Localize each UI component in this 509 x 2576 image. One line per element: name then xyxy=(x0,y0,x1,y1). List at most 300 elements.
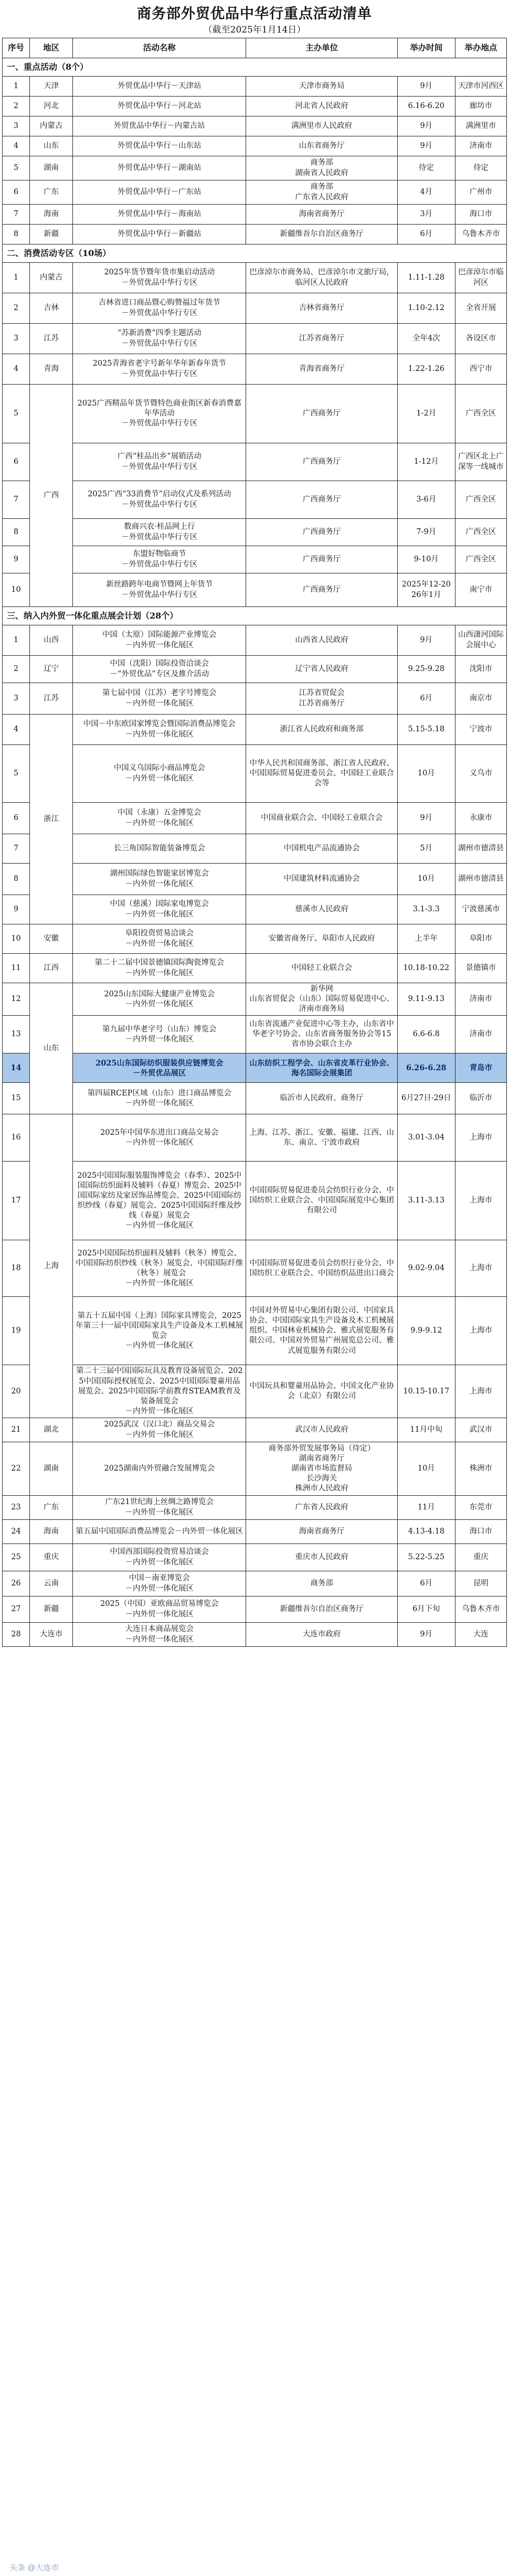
cell-time: 1-2月 xyxy=(397,385,455,443)
cell-no: 2 xyxy=(3,97,30,116)
cell-time: 9月 xyxy=(397,116,455,136)
cell-region: 吉林 xyxy=(30,293,73,324)
cell-time: 5月 xyxy=(397,834,455,864)
cell-name: 2025年中国华东进出口商品交易会 －内外贸一体化展区 xyxy=(73,1114,246,1162)
table-row xyxy=(3,116,507,136)
cell-place: 宁波慈溪市 xyxy=(455,895,506,924)
cell-name: 中国（永康）五金博览会 －内外贸一体化展区 xyxy=(73,803,246,834)
cell-host: 中国国际贸易促进委员会纺织行业分会、中国纺织工业联合会、中国纺织品进出口商会 xyxy=(246,1240,397,1297)
table-row xyxy=(3,1571,507,1596)
cell-region: 山东 xyxy=(30,136,73,156)
table-row xyxy=(3,924,507,954)
cell-name: 2025广西“33消费节”启动仪式及系列活动 －外贸优品中华行专区 xyxy=(73,481,246,519)
cell-time: 3月 xyxy=(397,205,455,225)
table-row xyxy=(3,1442,507,1496)
table-row xyxy=(3,263,507,293)
cell-place: 广州市 xyxy=(455,180,506,205)
cell-time: 9.9-9.12 xyxy=(397,1297,455,1365)
cell-place: 大连 xyxy=(455,1623,506,1647)
cell-region: 内蒙古 xyxy=(30,263,73,293)
cell-time: 6月 xyxy=(397,683,455,715)
cell-region: 湖南 xyxy=(30,1442,73,1496)
cell-no: 6 xyxy=(3,443,30,481)
cell-host: 大连市政府 xyxy=(246,1623,397,1647)
cell-place: 天津市河西区 xyxy=(455,77,506,97)
cell-host: 中国机电产品流通协会 xyxy=(246,834,397,864)
cell-host: 满洲里市人民政府 xyxy=(246,116,397,136)
table-header-row xyxy=(3,38,507,58)
table-row xyxy=(3,745,507,803)
cell-region: 海南 xyxy=(30,1520,73,1544)
cell-host: 商务部 湖南省人民政府 xyxy=(246,156,397,180)
cell-time: 9.25-9.28 xyxy=(397,656,455,683)
cell-place: 乌鲁木齐市 xyxy=(455,1596,506,1623)
cell-name: 第四届RCEP区域（山东）进口商品博览会 －内外贸一体化展区 xyxy=(73,1083,246,1114)
header-place: 举办地点 xyxy=(455,38,506,58)
cell-region: 云南 xyxy=(30,1571,73,1596)
cell-time: 全年4次 xyxy=(397,324,455,354)
cell-no: 17 xyxy=(3,1162,30,1240)
cell-time: 10.15-10.17 xyxy=(397,1365,455,1418)
cell-host: 海南省商务厅 xyxy=(246,205,397,225)
cell-host: 辽宁省人民政府 xyxy=(246,656,397,683)
cell-no: 4 xyxy=(3,715,30,745)
section-title: 三、纳入内外贸一体化重点展会计划（28个） xyxy=(3,607,507,625)
cell-no: 1 xyxy=(3,625,30,656)
cell-region: 湖北 xyxy=(30,1418,73,1442)
cell-host: 广西商务厅 xyxy=(246,481,397,519)
cell-place: 南京市 xyxy=(455,683,506,715)
cell-place: 广西全区 xyxy=(455,481,506,519)
table-row xyxy=(3,1297,507,1365)
table-row xyxy=(3,97,507,116)
table-row xyxy=(3,864,507,895)
cell-name: 第二十二届中国景德镇国际陶瓷博览会 －内外贸一体化展区 xyxy=(73,954,246,983)
cell-no: 11 xyxy=(3,954,30,983)
cell-region: 广西 xyxy=(30,385,73,607)
cell-region: 山西 xyxy=(30,625,73,656)
cell-host: 商务部 xyxy=(246,1571,397,1596)
cell-name: 外贸优品中华行－广东站 xyxy=(73,180,246,205)
cell-time: 6.26-6.28 xyxy=(397,1053,455,1083)
cell-place: 巴彦淖尔市临河区 xyxy=(455,263,506,293)
cell-no: 4 xyxy=(3,354,30,385)
cell-place: 青岛市 xyxy=(455,1053,506,1083)
cell-time: 1-12月 xyxy=(397,443,455,481)
cell-name: 第五届中国国际消费品博览会－内外贸一体化展区 xyxy=(73,1520,246,1544)
cell-name: 第五十五届中国（上海）国际家具博览会，2025年第三十一届中国国际家具生产设备及木工机械展览会 －内外贸一体化展区 xyxy=(73,1297,246,1365)
cell-place: 昆明 xyxy=(455,1571,506,1596)
header-region: 地区 xyxy=(30,38,73,58)
cell-place: 各设区市 xyxy=(455,324,506,354)
cell-time: 2025年12-2026年1月 xyxy=(397,573,455,607)
table-row xyxy=(3,1596,507,1623)
cell-no: 20 xyxy=(3,1365,30,1418)
table-row xyxy=(3,573,507,607)
table-row xyxy=(3,834,507,864)
cell-time: 10月 xyxy=(397,1442,455,1496)
cell-place: 广西全区 xyxy=(455,519,506,546)
cell-time: 4.13-4.18 xyxy=(397,1520,455,1544)
cell-no: 24 xyxy=(3,1520,30,1544)
cell-name: 大连日本商品展览会 －内外贸一体化展区 xyxy=(73,1623,246,1647)
cell-time: 9月 xyxy=(397,77,455,97)
cell-time: 10月 xyxy=(397,864,455,895)
table-row xyxy=(3,983,507,1016)
cell-time: 1.11-1.28 xyxy=(397,263,455,293)
cell-time: 9月 xyxy=(397,1623,455,1647)
cell-no: 10 xyxy=(3,924,30,954)
cell-name: 2025湖南内外贸融合发展博览会 xyxy=(73,1442,246,1496)
cell-time: 9月 xyxy=(397,803,455,834)
cell-place: 重庆 xyxy=(455,1544,506,1571)
header-activity-name: 活动名称 xyxy=(73,38,246,58)
cell-no: 5 xyxy=(3,745,30,803)
cell-host: 慈溪市人民政府 xyxy=(246,895,397,924)
cell-host: 吉林省商务厅 xyxy=(246,293,397,324)
table-row xyxy=(3,481,507,519)
cell-name: 2025中国国际纺织面料及辅料（秋冬）博览会、中国国际纺织纱线（秋冬）展览会、中国国际纤维（秋冬）展览会 －内外贸一体化展区 xyxy=(73,1240,246,1297)
cell-place: 廊坊市 xyxy=(455,97,506,116)
cell-name: 中国（太原）国际能源产业博览会 －内外贸一体化展区 xyxy=(73,625,246,656)
cell-name: 第二十三届中国国际玩具及教育设备展览会、2025中国国际授权展览会、2025中国国际婴童用品展览会、2025中国国际学前教育STEAM教育及装备展览会 －内外贸一体化展区 xyxy=(73,1365,246,1418)
document-title: 商务部外贸优品中华行重点活动清单 xyxy=(137,6,372,22)
cell-no: 22 xyxy=(3,1442,30,1496)
cell-time: 6.6-6.8 xyxy=(397,1016,455,1053)
cell-host: 新华网 山东省贸促会（山东）国际贸易促进中心、济南市商务局 xyxy=(246,983,397,1016)
cell-no: 23 xyxy=(3,1496,30,1520)
cell-time: 9-10月 xyxy=(397,546,455,573)
cell-place: 广西全区 xyxy=(455,546,506,573)
cell-time: 6月27日-29日 xyxy=(397,1083,455,1114)
cell-region: 海南 xyxy=(30,205,73,225)
header-no: 序号 xyxy=(3,38,30,58)
table-row xyxy=(3,656,507,683)
cell-name: 中国（沈阳）国际投资洽谈会 －“外贸优品”专区及推介活动 xyxy=(73,656,246,683)
cell-host: 江苏省贸促会 江苏省商务厅 xyxy=(246,683,397,715)
cell-host: 江苏省商务厅 xyxy=(246,324,397,354)
cell-name: 2025（中国）亚欧商品贸易博览会 －内外贸一体化展区 xyxy=(73,1596,246,1623)
table-row xyxy=(3,803,507,834)
table-row xyxy=(3,1016,507,1053)
table-row xyxy=(3,519,507,546)
table-row xyxy=(3,293,507,324)
cell-name: 2025青海省老字号新年华年新春年货节 －外贸优品中华行专区 xyxy=(73,354,246,385)
table-row xyxy=(3,443,507,481)
cell-no: 8 xyxy=(3,225,30,244)
cell-region: 山东 xyxy=(30,983,73,1114)
cell-name: 长三角国际智能装备博览会 xyxy=(73,834,246,864)
cell-no: 8 xyxy=(3,864,30,895)
cell-region: 安徽 xyxy=(30,924,73,954)
cell-host: 中国国际贸易促进委员会纺织行业分会、中国纺织工业联合会、中国国际展览中心集团有限公司 xyxy=(246,1162,397,1240)
cell-time: 5.15-5.18 xyxy=(397,715,455,745)
cell-time: 上半年 xyxy=(397,924,455,954)
cell-host: 广西商务厅 xyxy=(246,573,397,607)
cell-place: 宁波市 xyxy=(455,715,506,745)
cell-no: 2 xyxy=(3,656,30,683)
table-row xyxy=(3,895,507,924)
cell-no: 26 xyxy=(3,1571,30,1596)
cell-place: 湖州市德清县 xyxy=(455,864,506,895)
cell-region: 浙江 xyxy=(30,715,73,924)
table-row xyxy=(3,136,507,156)
activity-table xyxy=(2,38,507,1647)
cell-host: 上海、江苏、浙江、安徽、福建、江西、山东、南京、宁波市政府 xyxy=(246,1114,397,1162)
section-title: 二、消费活动专区（10场） xyxy=(3,244,507,263)
cell-name: 外贸优品中华行－湖南站 xyxy=(73,156,246,180)
cell-name: 中国西部国际投资贸易洽谈会 －内外贸一体化展区 xyxy=(73,1544,246,1571)
table-row xyxy=(3,954,507,983)
table-row xyxy=(3,1520,507,1544)
cell-time: 7-9月 xyxy=(397,519,455,546)
cell-no: 2 xyxy=(3,293,30,324)
cell-time: 11月中旬 xyxy=(397,1418,455,1442)
cell-no: 6 xyxy=(3,180,30,205)
cell-name: 2025武汉（汉口北）商品交易会 －内外贸一体化展区 xyxy=(73,1418,246,1442)
cell-name: 2025中国国际服装服饰博览会（春季）、2025中国国际纺织面料及辅料（春夏）博览会、2025中国国际家纺及家居饰品博览会、2025中国国际纺织纱线（春夏）展览会、2025中国国际纤维及纱线（春夏）展览会 －内外贸一体化展区 xyxy=(73,1162,246,1240)
cell-region: 上海 xyxy=(30,1114,73,1418)
table-row xyxy=(3,1083,507,1114)
cell-place: 乌鲁木齐市 xyxy=(455,225,506,244)
cell-host: 安徽省商务厅、阜阳市人民政府 xyxy=(246,924,397,954)
cell-place: 沈阳市 xyxy=(455,656,506,683)
cell-host: 重庆市人民政府 xyxy=(246,1544,397,1571)
table-row xyxy=(3,1240,507,1297)
cell-no: 9 xyxy=(3,546,30,573)
cell-place: 西宁市 xyxy=(455,354,506,385)
cell-place: 永康市 xyxy=(455,803,506,834)
cell-time: 6月 xyxy=(397,225,455,244)
cell-place: 待定 xyxy=(455,156,506,180)
cell-no: 4 xyxy=(3,136,30,156)
cell-region: 重庆 xyxy=(30,1544,73,1571)
table-row xyxy=(3,354,507,385)
cell-place: 上海市 xyxy=(455,1162,506,1240)
cell-place: 广西区北上广深等一线城市 xyxy=(455,443,506,481)
watermark: 头条 @大连市 xyxy=(9,2563,59,2572)
cell-name: 2025年货节暨年货市集启动活动 －外贸优品中华行专区 xyxy=(73,263,246,293)
cell-no: 25 xyxy=(3,1544,30,1571)
cell-name: 外贸优品中华行－海南站 xyxy=(73,205,246,225)
cell-place: 广西全区 xyxy=(455,385,506,443)
cell-time: 5.22-5.25 xyxy=(397,1544,455,1571)
cell-host: 广西商务厅 xyxy=(246,546,397,573)
cell-name: 2025山东国际大健康产业博览会 －内外贸一体化展区 xyxy=(73,983,246,1016)
cell-host: 中国商业联合会、中国轻工业联合会 xyxy=(246,803,397,834)
cell-no: 8 xyxy=(3,519,30,546)
cell-name: 外贸优品中华行－天津站 xyxy=(73,77,246,97)
cell-host: 商务部 广东省人民政府 xyxy=(246,180,397,205)
cell-time: 10.18-10.22 xyxy=(397,954,455,983)
cell-host: 新疆维吾尔自治区商务厅 xyxy=(246,1596,397,1623)
cell-place: 阜阳市 xyxy=(455,924,506,954)
cell-time: 3.1-3.3 xyxy=(397,895,455,924)
cell-name: 广西“桂品出乡”展销活动 －外贸优品中华行专区 xyxy=(73,443,246,481)
cell-no: 5 xyxy=(3,156,30,180)
cell-name: 第七届中国（江苏）老字号博览会 －内外贸一体化展区 xyxy=(73,683,246,715)
cell-place: 满洲里市 xyxy=(455,116,506,136)
cell-place: 上海市 xyxy=(455,1297,506,1365)
cell-place: 临沂市 xyxy=(455,1083,506,1114)
cell-name: 外贸优品中华行－新疆站 xyxy=(73,225,246,244)
cell-host: 中华人民共和国商务部、浙江省人民政府、中国国际贸易促进委员会、中国轻工业联合会等 xyxy=(246,745,397,803)
cell-host: 广西商务厅 xyxy=(246,519,397,546)
cell-no: 16 xyxy=(3,1114,30,1162)
cell-no: 27 xyxy=(3,1596,30,1623)
cell-host: 山西省人民政府 xyxy=(246,625,397,656)
cell-place: 湖州市德清县 xyxy=(455,834,506,864)
cell-no: 3 xyxy=(3,116,30,136)
cell-name: 2025广西精品年货节暨特色商业街区新春消费嘉年华活动 －外贸优品中华行专区 xyxy=(73,385,246,443)
cell-host: 山东省流通产业促进中心等主办，山东省中华老字号协会、山东省商务服务协会等15省市协会联合主办 xyxy=(246,1016,397,1053)
cell-time: 3-6月 xyxy=(397,481,455,519)
cell-region: 内蒙古 xyxy=(30,116,73,136)
cell-host: 临沂市人民政府、商务厅 xyxy=(246,1083,397,1114)
cell-place: 上海市 xyxy=(455,1114,506,1162)
cell-name: 东盟好物临商节 －外贸优品中华行专区 xyxy=(73,546,246,573)
cell-name: 外贸优品中华行－山东站 xyxy=(73,136,246,156)
cell-time: 9月 xyxy=(397,625,455,656)
cell-time: 1.22-1.26 xyxy=(397,354,455,385)
table-row xyxy=(3,1623,507,1647)
cell-name: “苏新消费”四季主题活动 －外贸优品中华行专区 xyxy=(73,324,246,354)
cell-time: 3.01-3.04 xyxy=(397,1114,455,1162)
cell-name: 外贸优品中华行－内蒙古站 xyxy=(73,116,246,136)
cell-place: 上海市 xyxy=(455,1240,506,1297)
cell-time: 6月 xyxy=(397,1571,455,1596)
section-header-row xyxy=(3,607,507,625)
cell-name: 广东21世纪海上丝绸之路博览会 －内外贸一体化展区 xyxy=(73,1496,246,1520)
cell-no: 13 xyxy=(3,1016,30,1053)
table-row xyxy=(3,1114,507,1162)
cell-region: 广东 xyxy=(30,180,73,205)
table-row xyxy=(3,205,507,225)
cell-time: 6月下旬 xyxy=(397,1596,455,1623)
cell-name: 数商兴农·桂品网上行 －外贸优品中华行专区 xyxy=(73,519,246,546)
cell-region: 天津 xyxy=(30,77,73,97)
cell-place: 东莞市 xyxy=(455,1496,506,1520)
cell-region: 湖南 xyxy=(30,156,73,180)
cell-no: 1 xyxy=(3,77,30,97)
cell-region: 青海 xyxy=(30,354,73,385)
cell-no: 3 xyxy=(3,324,30,354)
cell-no: 5 xyxy=(3,385,30,443)
cell-name: 湖州国际绿色智能家居博览会 －内外贸一体化展区 xyxy=(73,864,246,895)
table-row xyxy=(3,625,507,656)
section-header-row xyxy=(3,58,507,77)
cell-no: 6 xyxy=(3,803,30,834)
cell-place: 景德镇市 xyxy=(455,954,506,983)
cell-region: 大连市 xyxy=(30,1623,73,1647)
table-row xyxy=(3,1162,507,1240)
cell-name: 第九届中华老字号（山东）博览会 －内外贸一体化展区 xyxy=(73,1016,246,1053)
table-row xyxy=(3,225,507,244)
table-row xyxy=(3,546,507,573)
cell-time: 9.02-9.04 xyxy=(397,1240,455,1297)
cell-region: 新疆 xyxy=(30,225,73,244)
table-row xyxy=(3,715,507,745)
cell-host: 中国玩具和婴童用品协会、中国文化产业协会（北京）有限公司 xyxy=(246,1365,397,1418)
cell-name: 新丝路跨年电商节暨网上年货节 －外贸优品中华行专区 xyxy=(73,573,246,607)
table-row xyxy=(3,385,507,443)
section-title: 一、重点活动（8个） xyxy=(3,58,507,77)
cell-host: 河北省人民政府 xyxy=(246,97,397,116)
cell-region: 辽宁 xyxy=(30,656,73,683)
cell-place: 义乌市 xyxy=(455,745,506,803)
cell-place: 济南市 xyxy=(455,1016,506,1053)
cell-host: 广东省人民政府 xyxy=(246,1496,397,1520)
section-header-row xyxy=(3,244,507,263)
table-row xyxy=(3,1544,507,1571)
cell-region: 河北 xyxy=(30,97,73,116)
cell-host: 武汉市人民政府 xyxy=(246,1418,397,1442)
cell-no: 28 xyxy=(3,1623,30,1647)
cell-place: 株洲市 xyxy=(455,1442,506,1496)
cell-no: 1 xyxy=(3,263,30,293)
cell-no: 12 xyxy=(3,983,30,1016)
cell-no: 7 xyxy=(3,481,30,519)
table-row xyxy=(3,156,507,180)
cell-name: 中国－中东欧国家博览会暨国际消费品博览会 －内外贸一体化展区 xyxy=(73,715,246,745)
cell-region: 江苏 xyxy=(30,683,73,715)
table-row xyxy=(3,1053,507,1083)
cell-region: 新疆 xyxy=(30,1596,73,1623)
cell-host: 中国建筑材料流通协会 xyxy=(246,864,397,895)
cell-time: 4月 xyxy=(397,180,455,205)
cell-region: 江苏 xyxy=(30,324,73,354)
cell-host: 天津市商务局 xyxy=(246,77,397,97)
cell-host: 海南省商务厅 xyxy=(246,1520,397,1544)
cell-host: 山东省商务厅 xyxy=(246,136,397,156)
cell-host: 广西商务厅 xyxy=(246,443,397,481)
cell-no: 9 xyxy=(3,895,30,924)
cell-time: 10月 xyxy=(397,745,455,803)
cell-no: 10 xyxy=(3,573,30,607)
cell-host: 新疆维吾尔自治区商务厅 xyxy=(246,225,397,244)
table-row xyxy=(3,1365,507,1418)
cell-no: 14 xyxy=(3,1053,30,1083)
cell-name: 外贸优品中华行－河北站 xyxy=(73,97,246,116)
cell-name: 吉林省进口商品暨心购赞福过年货节 －外贸优品中华行专区 xyxy=(73,293,246,324)
cell-name: 2025山东国际纺织服装供应链博览会 －外贸优品展区 xyxy=(73,1053,246,1083)
cell-no: 7 xyxy=(3,205,30,225)
cell-no: 18 xyxy=(3,1240,30,1297)
cell-host: 山东纺织工程学会、山东省皮革行业协会、海名国际会展集团 xyxy=(246,1053,397,1083)
cell-place: 全省开展 xyxy=(455,293,506,324)
cell-place: 海口市 xyxy=(455,1520,506,1544)
cell-time: 1.10-2.12 xyxy=(397,293,455,324)
table-row xyxy=(3,77,507,97)
table-row xyxy=(3,324,507,354)
cell-place: 南宁市 xyxy=(455,573,506,607)
cell-host: 广西商务厅 xyxy=(246,385,397,443)
cell-no: 7 xyxy=(3,834,30,864)
cell-no: 21 xyxy=(3,1418,30,1442)
document-subtitle: （截至2025年1月14日） xyxy=(203,25,306,35)
cell-place: 济南市 xyxy=(455,983,506,1016)
header-host: 主办单位 xyxy=(246,38,397,58)
cell-time: 9月 xyxy=(397,136,455,156)
cell-time: 3.11-3.13 xyxy=(397,1162,455,1240)
cell-host: 中国对外贸易中心集团有限公司、中国家具协会、中国国际家具生产设备及木工机械展组织、中国林业机械协会、雅式展览服务有限公司、中国对外贸易广州展览总公司、雅式展览服务有限公司 xyxy=(246,1297,397,1365)
header-time: 举办时间 xyxy=(397,38,455,58)
cell-host: 浙江省人民政府和商务部 xyxy=(246,715,397,745)
cell-name: 中国（慈溪）国际家电博览会 －内外贸一体化展区 xyxy=(73,895,246,924)
cell-no: 15 xyxy=(3,1083,30,1114)
cell-name: 中国义乌国际小商品博览会 －内外贸一体化展区 xyxy=(73,745,246,803)
cell-name: 中国－南亚博览会 －内外贸一体化展区 xyxy=(73,1571,246,1596)
